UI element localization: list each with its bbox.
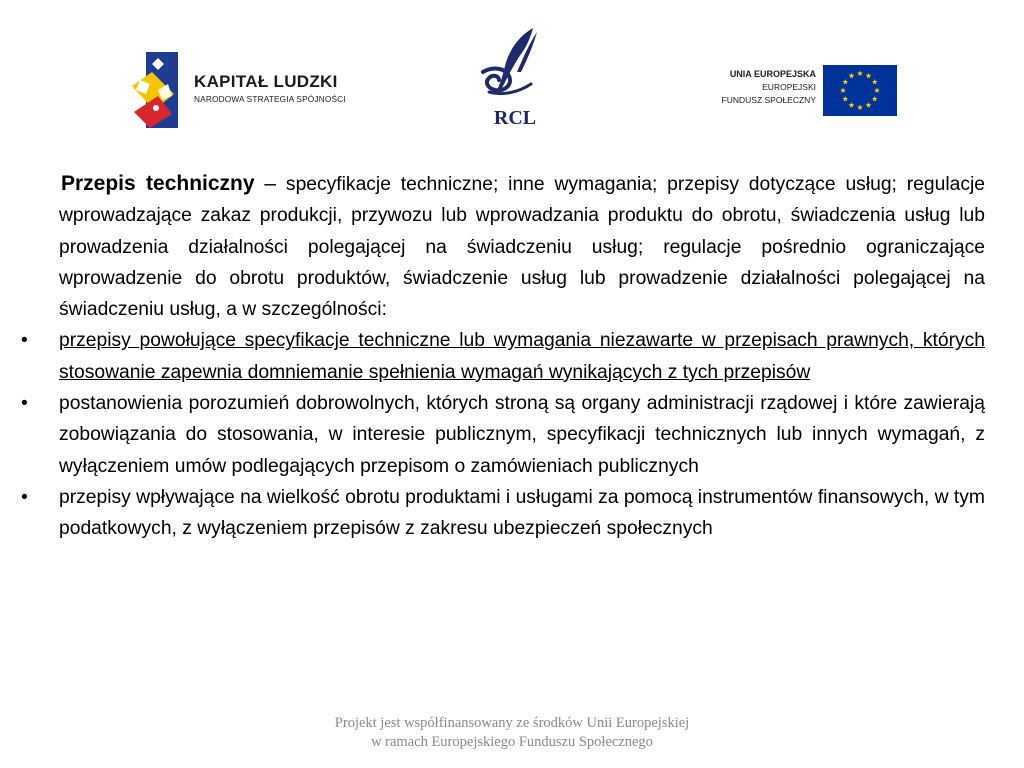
definition-paragraph xyxy=(59,168,985,325)
list-item xyxy=(21,325,985,388)
eu-esf-logo xyxy=(700,62,900,118)
rcl-label: RCL xyxy=(493,107,537,129)
kapital-ludzki-logo xyxy=(128,50,368,132)
bullet-marker: • xyxy=(21,330,28,352)
esf-label-line1: EUROPEJSKI xyxy=(762,82,816,92)
bullet-marker: • xyxy=(21,486,28,508)
kapital-ludzki-emblem-icon xyxy=(128,50,190,132)
eu-flag-icon xyxy=(823,65,897,116)
esf-label-line2: FUNDUSZ SPOŁECZNY xyxy=(721,95,816,105)
defined-term: Przepis techniczny xyxy=(61,172,255,195)
bullet-text: przepisy wpływające na wielkość obrotu produktami i usługami za pomocą instrumentów finansowych, w tym podatkowych, z wyłączeniem przepisów z zakresu ubezpieczeń społecznych xyxy=(59,486,985,540)
term-dash: – xyxy=(264,172,277,195)
bullet-marker: • xyxy=(21,393,28,415)
definition-bullet-list xyxy=(21,325,985,544)
definition-text xyxy=(21,168,985,545)
footer-line-1: Projekt jest współfinansowany ze środków Unii Europejskiej xyxy=(334,715,690,731)
list-item xyxy=(21,482,985,545)
bullet-text: przepisy powołujące specyfikacje techniczne lub wymagania niezawarte w przepisach prawnych, których stosowanie zapewnia domniemanie spełnienia wymagań wynikających z tych przepisów xyxy=(59,330,985,383)
list-item xyxy=(21,388,985,482)
kapital-ludzki-title: KAPITAŁ LUDZKI xyxy=(194,72,338,91)
kapital-ludzki-subtitle: NARODOWA STRATEGIA SPÓJNOŚCI xyxy=(194,94,346,104)
quill-pen-icon xyxy=(475,26,555,130)
bullet-text: postanowienia porozumień dobrowolnych, których stroną są organy administracji rządowej i które zawierają zobowiązania do stosowania, w interesie publicznym, specyfikacji technicznych lub innych wymagań, z wyłączeniem umów podlegających przepisom o zamówieniach publicznych xyxy=(59,393,985,477)
definition-intro: specyfikacje techniczne; inne wymagania; przepisy dotyczące usług; regulacje wprowadzające zakaz produkcji, przywozu lub wprowadzania produktu do obrotu, świadczenia usług lub prowadzenia działalności polegającej na świadczeniu usług; regulacje pośrednio ograniczające wprowadzenie do obrotu produktów, świadczenie usług lub prowadzenie działalności polegającej na świadczeniu usług, a w szczególności: xyxy=(59,174,985,321)
footer-note xyxy=(0,714,1024,752)
rcl-logo xyxy=(475,26,555,130)
eu-label: UNIA EUROPEJSKA xyxy=(729,69,816,79)
footer-line-2: w ramach Europejskiego Funduszu Społecznego xyxy=(371,734,653,750)
